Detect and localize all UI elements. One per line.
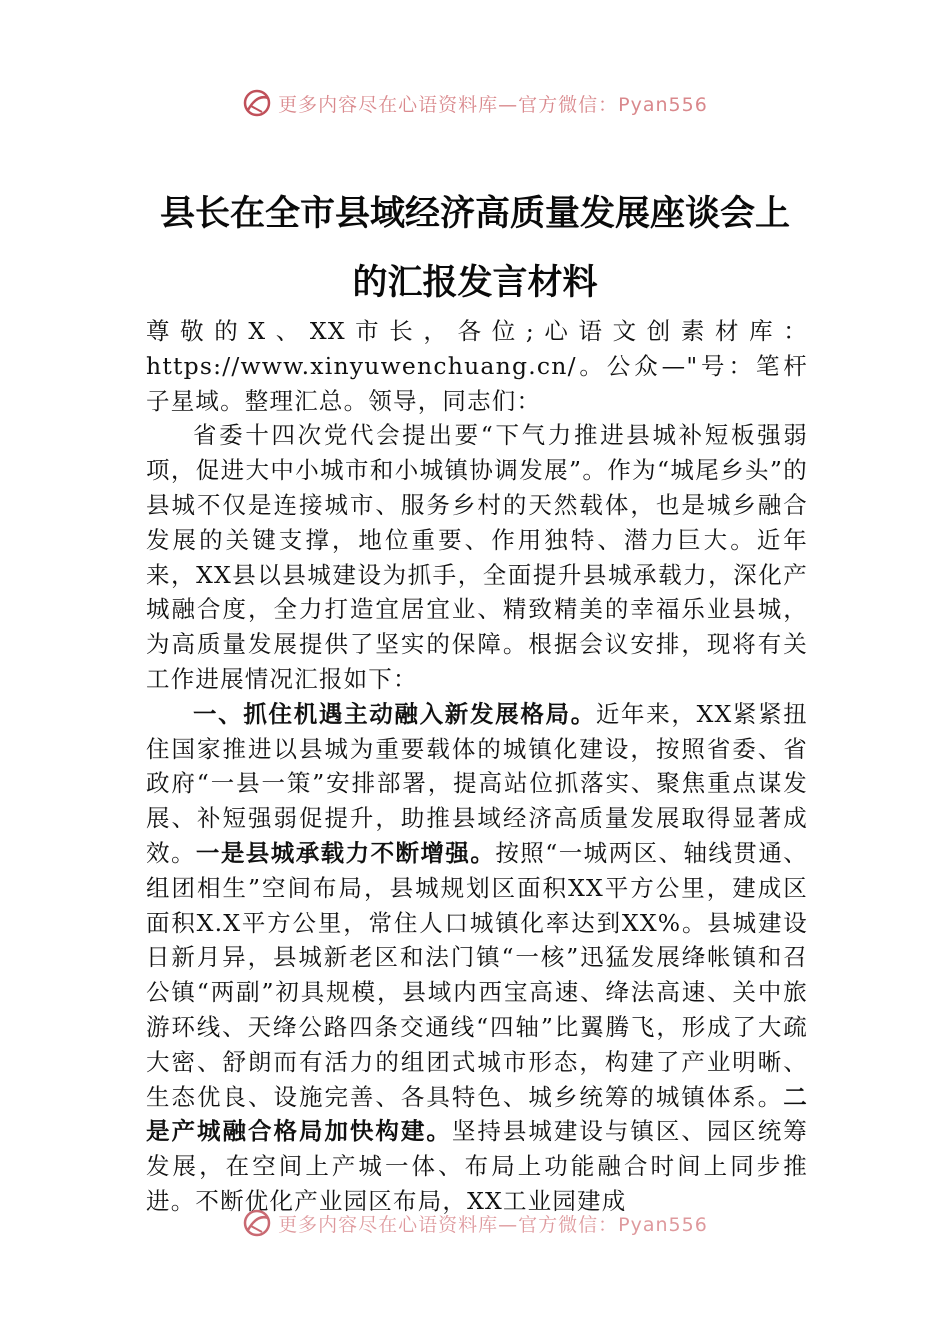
- point-1-heading: 一是县城承载力不断增强。: [195, 838, 496, 867]
- salutation: 尊敬的X、XX市长，各位;心语文创素材库：https://www.xinyuwenchuang.cn/。公众—"号：笔杆子星域。整理汇总。领导，同志们：: [146, 317, 808, 415]
- logo-icon: [242, 1208, 272, 1238]
- document-body: [146, 314, 808, 1219]
- section-1-heading: 一、抓住机遇主动融入新发展格局。: [193, 699, 596, 728]
- paragraph-2: [146, 697, 808, 1219]
- watermark-banner-top: [0, 86, 950, 120]
- point-1-text: 按照“一城两区、轴线贯通、组团相生”空间布局，县城规划区面积XX平方公里，建成区面积X.X平方公里，常住人口城镇化率达到XX%。县城建设日新月异，县城新老区和法门镇“一核”迅猛发展绛帐镇和召公镇“两副”初具规模，县域内西宝高速、绛法高速、关中旅游环线、天绛公路四条交通线“四轴”比翼腾飞，形成了大疏大密、舒朗而有活力的组团式城市形态，构建了产业明晰、生态优良、设施完善、各具特色、城乡统筹的城镇体系。: [146, 838, 808, 1111]
- point-2-heading: 二是产城融合格局加快构建。: [146, 1082, 808, 1146]
- document-title-line-1: 县长在全市县域经济高质量发展座谈会上: [159, 193, 790, 234]
- point-2-text: 坚持县城建设与镇区、园区统筹发展，在空间上产城一体、布局上功能融合时间上同步推进。不断优化产业园区布局，XX工业园建成: [146, 1117, 808, 1215]
- section-1-text: 近年来，XX紧紧扭住国家推进以县城为重要载体的城镇化建设，按照省委、省政府“一县一策”安排部署，提高站位抓落实、聚焦重点谋发展、补短强弱促提升，助推县域经济高质量发展取得显著成效。: [146, 699, 808, 867]
- watermark-banner-bottom: [0, 1206, 950, 1240]
- watermark-text: 更多内容尽在心语资料库—官方微信：Pyan556: [278, 93, 708, 116]
- watermark-text: 更多内容尽在心语资料库—官方微信：Pyan556: [278, 1213, 708, 1236]
- logo-icon: [242, 88, 272, 118]
- paragraph-1: 省委十四次党代会提出要“下气力推进县城补短板强弱项，促进大中小城市和小城镇协调发展”。作为“城尾乡头”的县城不仅是连接城市、服务乡村的天然载体，也是城乡融合发展的关键支撑，地位重要、作用独特、潜力巨大。近年来，XX县以县城建设为抓手，全面提升县城承载力，深化产城融合度，全力打造宜居宜业、精致精美的幸福乐业县城，为高质量发展提供了坚实的保障。根据会议安排，现将有关工作进展情况汇报如下：: [146, 421, 808, 693]
- document-title-line-2: 的汇报发言材料: [352, 262, 598, 303]
